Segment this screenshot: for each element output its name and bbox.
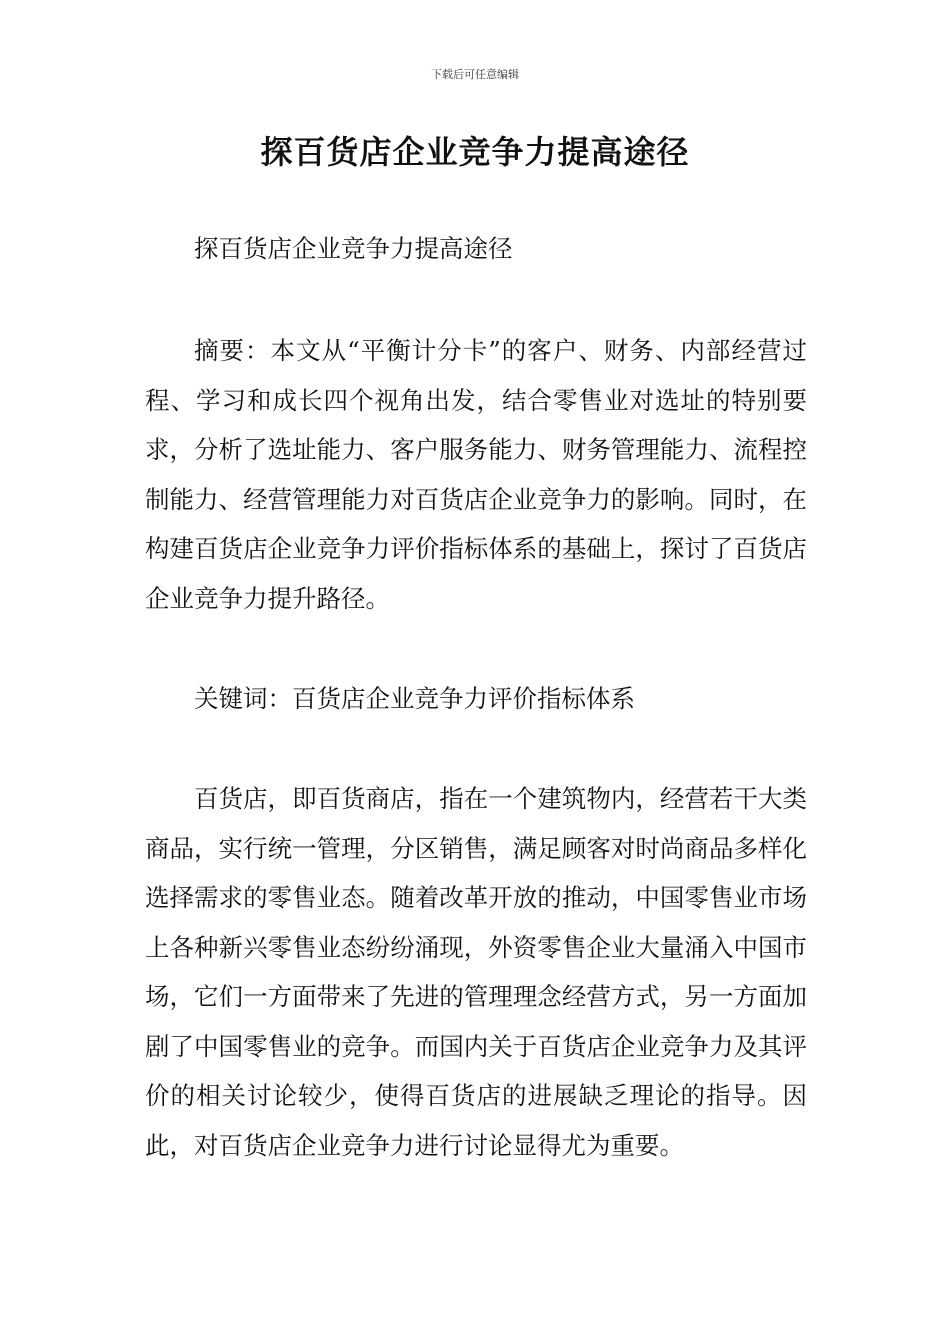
document-title: 探百货店企业竞争力提高途径 [260, 133, 690, 171]
abstract-paragraph: 摘要：本文从“平衡计分卡”的客户、财务、内部经营过程、学习和成长四个视角出发，结合零售业对选址的特别要求，分析了选址能力、客户服务能力、财务管理能力、流程控制能力、经营管理能力对百货店企业竞争力的影响。同时，在构建百货店企业竞争力评价指标体系的基础上，探讨了百货店企业竞争力提升路径。 [145, 336, 807, 613]
document-subtitle: 探百货店企业竞争力提高途径 [194, 234, 513, 263]
keywords-paragraph: 关键词：百货店企业竞争力评价指标体系 [194, 684, 635, 713]
header-note: 下载后可任意编辑 [431, 68, 519, 81]
intro-paragraph: 百货店，即百货商店，指在一个建筑物内，经营若干大类商品，实行统一管理，分区销售，满足顾客对时尚商品多样化选择需求的零售业态。随着改革开放的推动，中国零售业市场上各种新兴零售业态纷纷涌现，外资零售企业大量涌入中国市场，它们一方面带来了先进的管理理念经营方式，另一方面加剧了中国零售业的竞争。而国内关于百货店企业竞争力及其评价的相关讨论较少，使得百货店的进展缺乏理论的指导。因此，对百货店企业竞争力进行讨论显得尤为重要。 [145, 784, 807, 1160]
